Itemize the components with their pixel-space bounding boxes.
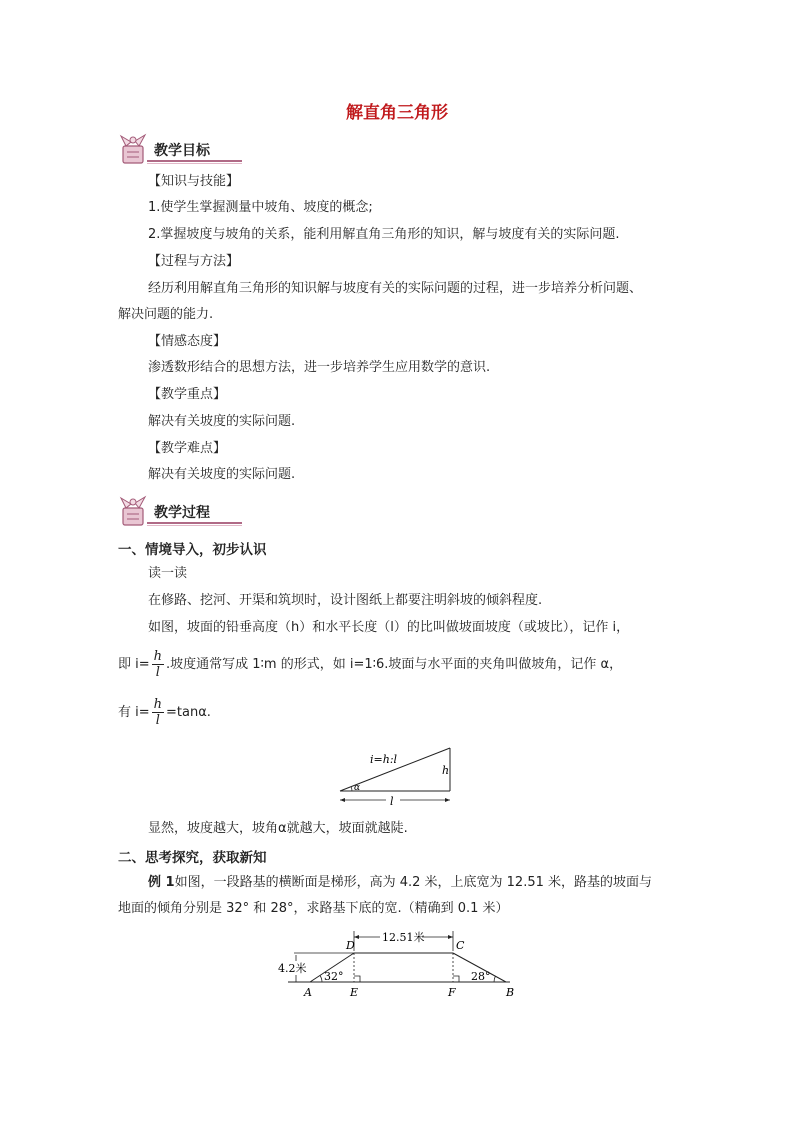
text-line: 1.使学生掌握测量中坡角、坡度的概念; [148,200,373,215]
page-title: 解直角三角形 [346,103,448,123]
example-label: 例 1 [148,875,175,890]
vertex-d-label: D [346,939,355,952]
text-line: 解决问题的能力. [118,307,214,322]
vertex-b-label: B [506,986,515,999]
fraction-h-over-l: $\frac{h}{l}$ [153,697,163,728]
text-line: 渗透数形结合的思想方法，进一步培养学生应用数学的意识. [148,360,491,375]
text-fragment: 即 i= [118,657,150,672]
trapezoid-diagram [270,925,520,1003]
section-badge-goals [117,132,242,166]
height-label: 4.2米 [278,962,307,975]
heading-key-points: 【教学重点】 [148,387,227,402]
slope-ratio-label: i=h:l [370,753,398,766]
text-line: 如图，坡面的铅垂高度（h）和水平长度（l）的比叫做坡面坡度（或坡比），记作 i， [148,620,630,635]
height-h-label: h [442,764,450,777]
section-heading-2: 二、思考探究，获取新知 [118,850,267,866]
example-line [148,873,652,893]
alpha-label: α [354,783,361,793]
text-line: 在修路、挖河、开渠和筑坝时，设计图纸上都要注明斜坡的倾斜程度. [148,593,543,608]
heading-difficulties: 【教学难点】 [148,441,227,456]
vertex-c-label: C [456,939,465,952]
text-fragment: .坡度通常写成 1∶m 的形式，如 i=1∶6.坡面与水平面的夹角叫做坡角，记作 α， [166,657,623,672]
angle-32-label: 32° [324,970,344,983]
bookmark-icon [117,132,151,166]
text-line: 读一读 [148,566,188,581]
fraction-h-over-l: $\frac{h}{l}$ [153,649,163,680]
text-fragment: 有 i= [118,705,150,720]
angle-28-label: 28° [471,970,491,983]
heading-knowledge: 【知识与技能】 [148,174,240,189]
vertex-e-label: E [350,986,359,999]
badge-label: 教学目标 [154,143,210,159]
top-width-label: 12.51米 [382,931,425,944]
text-fragment: =tanα. [166,705,211,720]
vertex-a-label: A [304,986,312,999]
text-line: 解决有关坡度的实际问题. [148,414,296,429]
vertex-f-label: F [448,986,456,999]
formula-line [118,697,211,728]
text-line: 2.掌握坡度与坡角的关系，能利用解直角三角形的知识，解与坡度有关的实际问题. [148,227,620,242]
formula-line [118,649,622,680]
text-line: 经历利用解直角三角形的知识解与坡度有关的实际问题的过程，进一步培养分析问题、 [148,281,643,296]
text-line: 解决有关坡度的实际问题. [148,467,296,482]
section-heading-1: 一、情境导入，初步认识 [118,542,267,558]
text-line: 显然，坡度越大，坡角α就越大，坡面就越陡. [148,821,408,836]
text-fragment: 如图，一段路基的横断面是梯形，高为 4.2 米，上底宽为 12.51 米，路基的坡面与 [174,875,652,890]
badge-label: 教学过程 [154,505,210,521]
text-line: 地面的倾角分别是 32° 和 28°，求路基下底的宽.（精确到 0.1 米） [118,901,509,916]
section-badge-process [117,494,242,528]
heading-process: 【过程与方法】 [148,254,240,269]
bookmark-icon [117,494,151,528]
length-l-label: l [390,795,394,808]
slope-triangle-diagram [330,744,460,812]
heading-emotion: 【情感态度】 [148,334,227,349]
